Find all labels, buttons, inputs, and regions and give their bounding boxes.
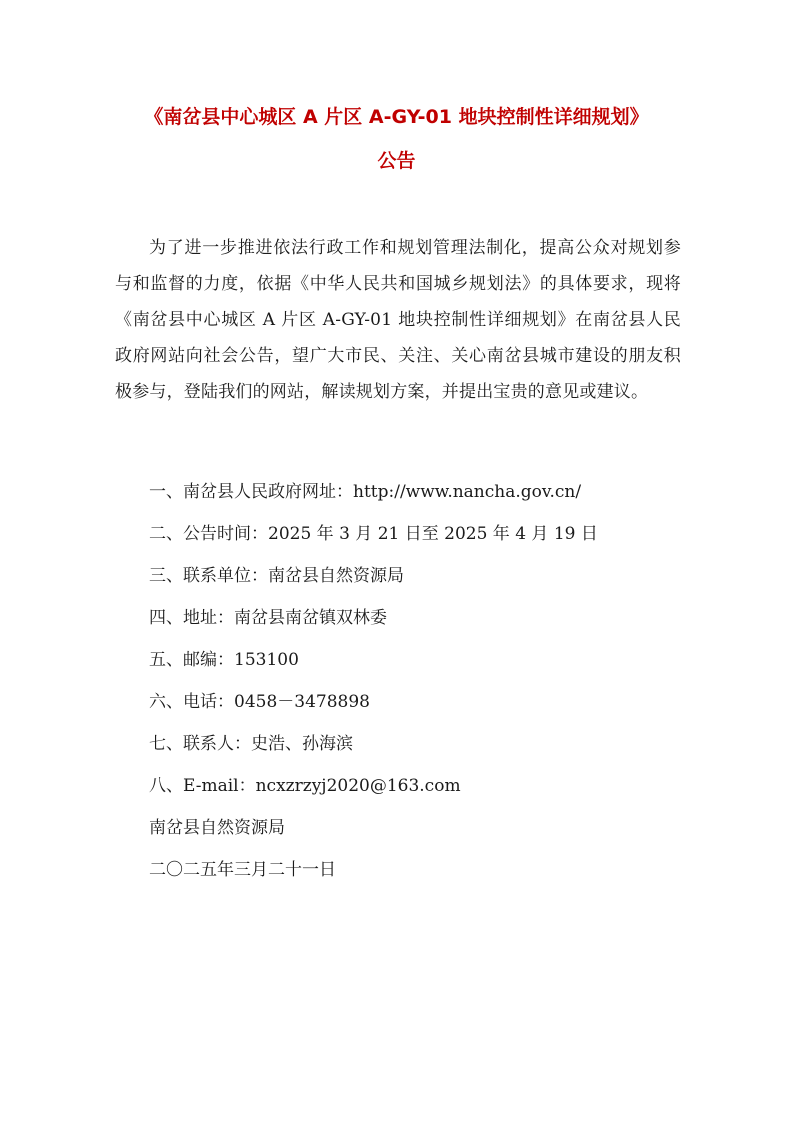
body-paragraph: 为了进一步推进依法行政工作和规划管理法制化，提高公众对规划参与和监督的力度，依据《中华人民共和国城乡规划法》的具体要求，现将《南岔县中心城区 A 片区 A-GY-01 地块控制性详细规划》在南岔县人民政府网站向社会公告，望广大市民、关注、关心南岔县城市建设的朋友积极参与，登陆我们的网站，解读规划方案，并提出宝贵的意见或建议。 [115,238,681,402]
info-item-address: 四、地址：南岔县南岔镇双林委 [149,608,387,628]
document-title: 《南岔县中心城区 A 片区 A-GY-01 地块控制性详细规划》 [144,106,649,128]
info-item-unit: 三、联系单位：南岔县自然资源局 [149,566,404,586]
signature-line: 南岔县自然资源局 [149,818,285,838]
info-item-email: 八、E-mail：ncxzrzyj2020@163.com [149,776,461,796]
info-item-contact: 七、联系人：史浩、孙海滨 [149,734,353,754]
date-line: 二〇二五年三月二十一日 [149,860,336,880]
info-item-website: 一、南岔县人民政府网址：http://www.nancha.gov.cn/ [149,482,582,502]
info-item-postcode: 五、邮编：153100 [149,650,299,670]
document-subtitle: 公告 [377,150,416,172]
info-item-phone: 六、电话：0458－3478898 [149,692,370,712]
info-item-period: 二、公告时间：2025 年 3 月 21 日至 2025 年 4 月 19 日 [149,524,598,544]
